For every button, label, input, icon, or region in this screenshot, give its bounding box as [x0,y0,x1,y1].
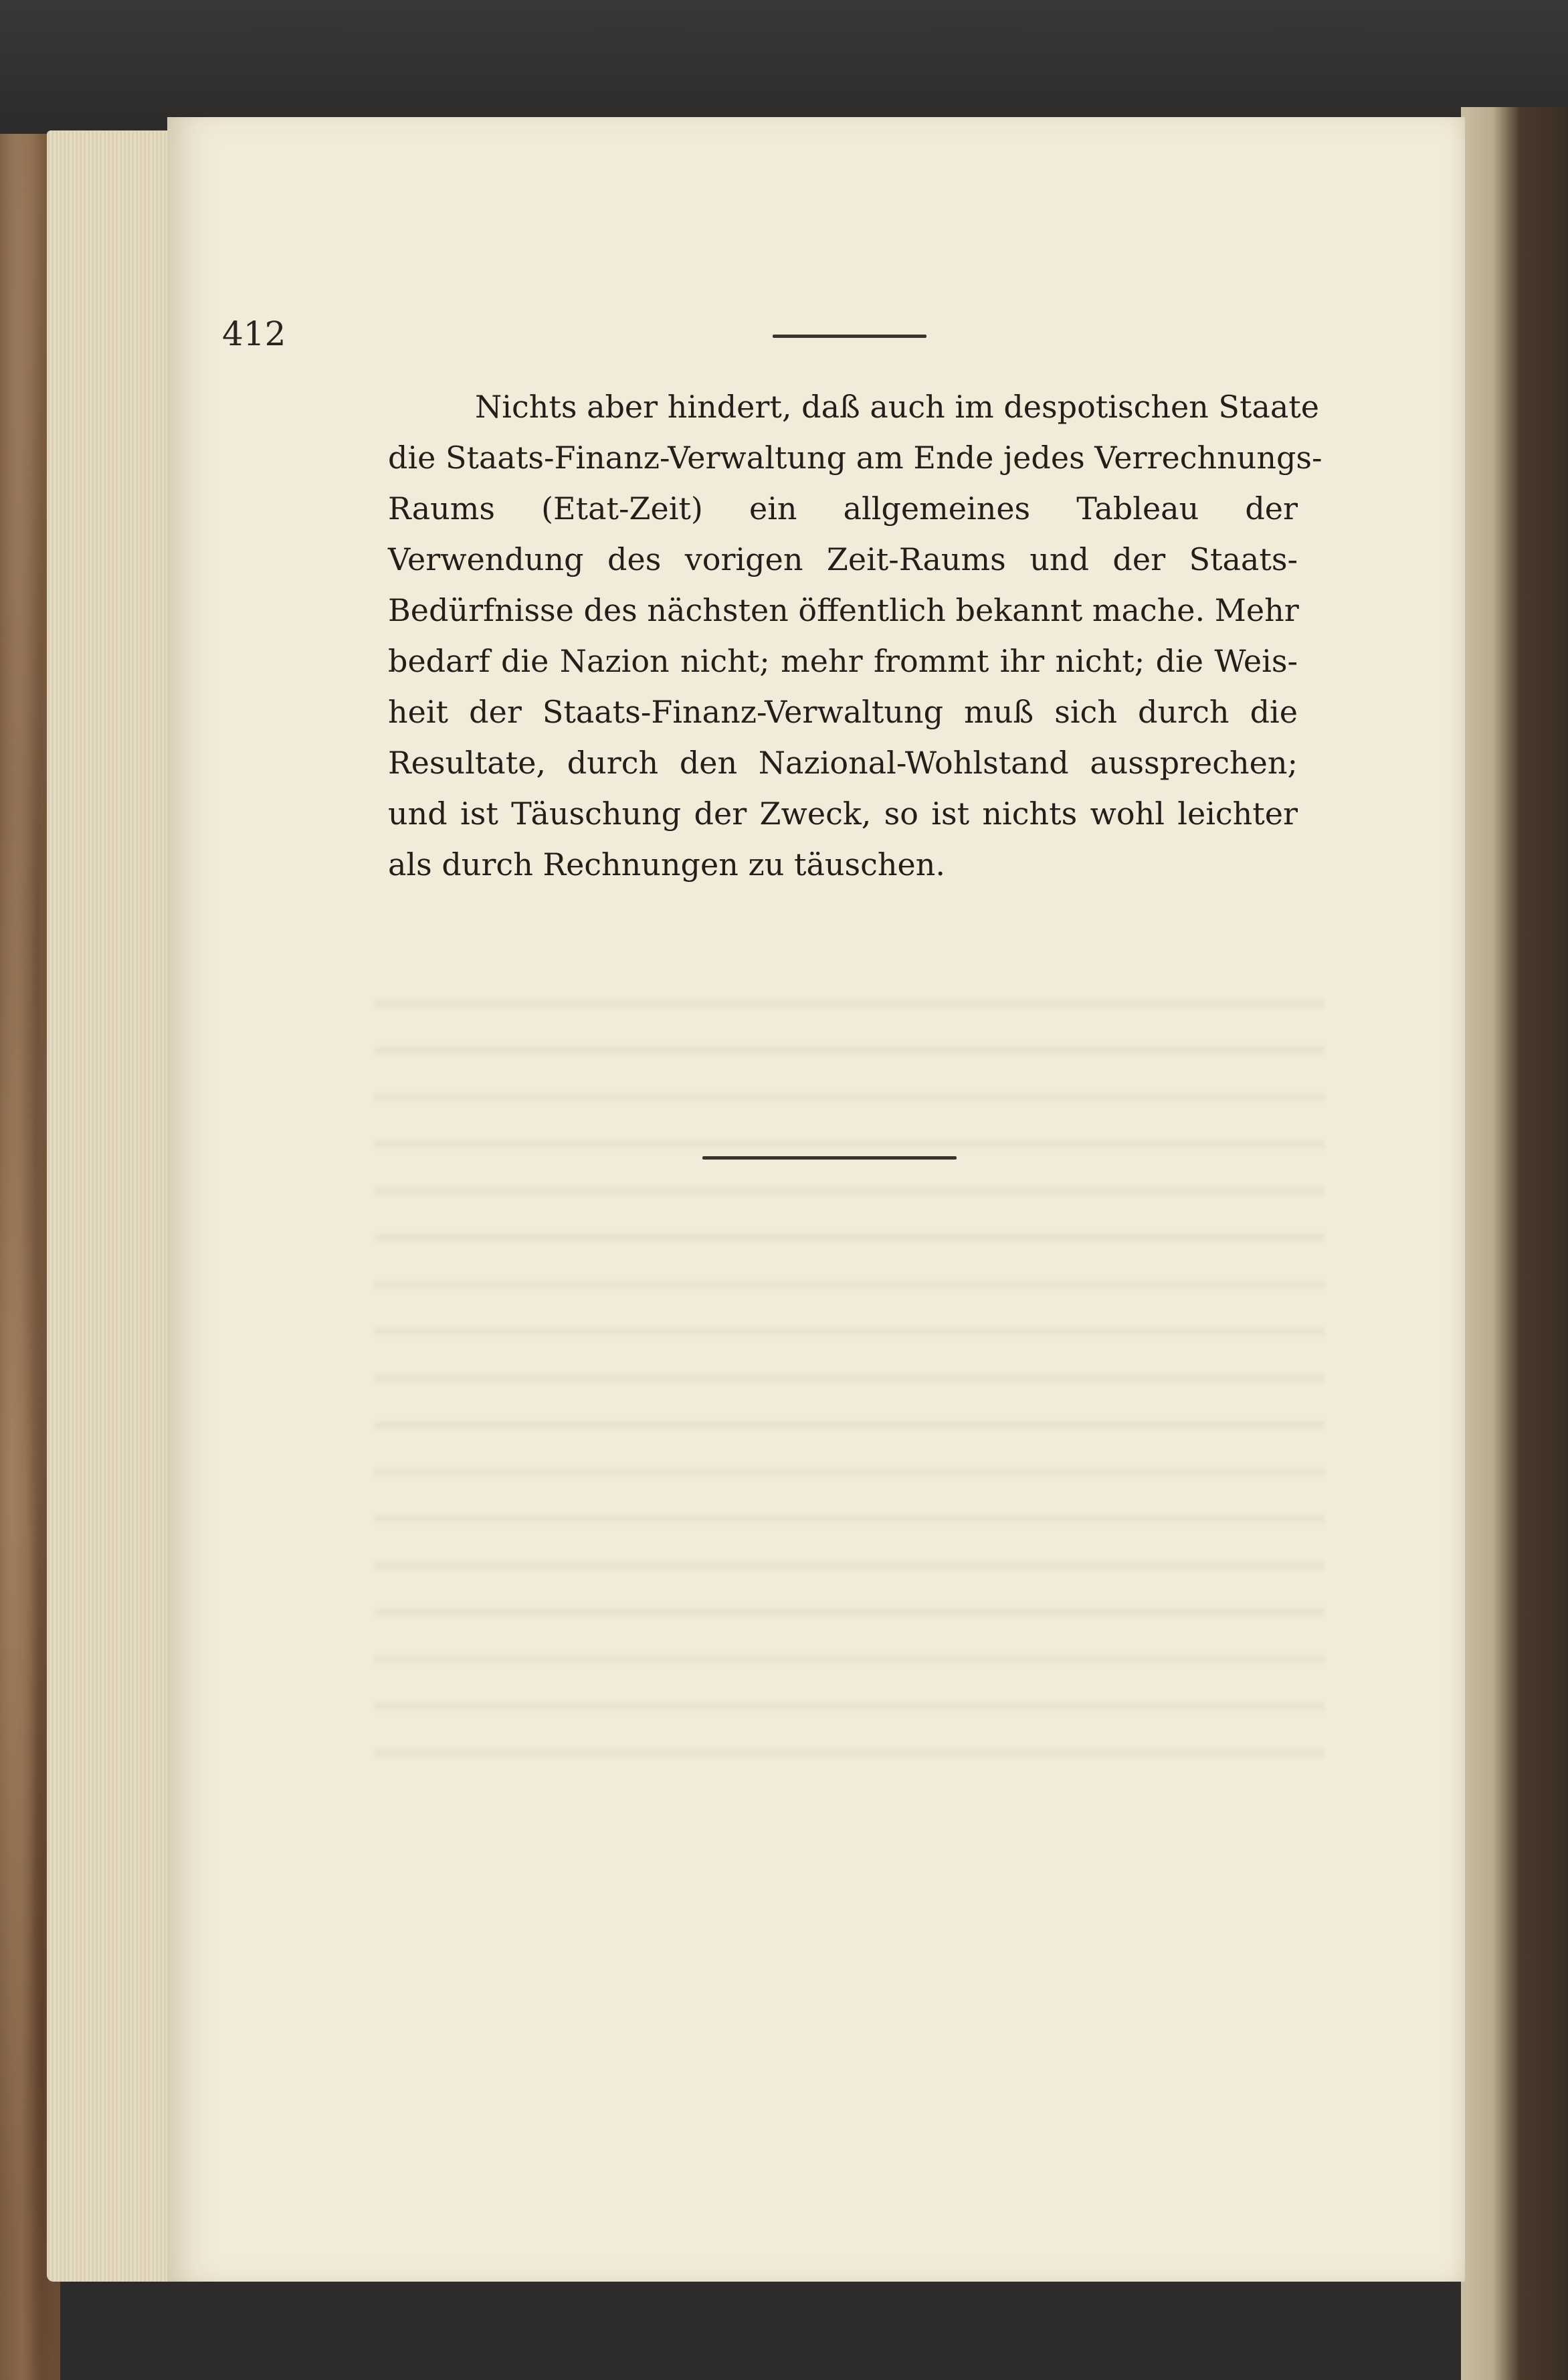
text-line: Bedürfnisse des nächsten öffentlich bekannt mache. Mehr [388,592,1299,628]
page-edges [47,130,187,2282]
text-line: die Staats-Finanz-Verwaltung am Ende jedes Verrechnungs- [388,440,1322,476]
text-line: Resultate, durch den Nazional-Wohlstand aussprechen; [388,745,1298,781]
page-number: 412 [222,314,286,353]
end-rule [702,1156,957,1160]
text-line: Raums (Etat-Zeit) ein allgemeines Tableau der [388,490,1298,527]
book-cover-right [1461,107,1568,2380]
paragraph [388,381,1322,890]
text-line: Nichts aber hindert, daß auch im despotischen Staate [475,389,1319,425]
bleed-through [375,964,1325,1793]
text-line: und ist Täuschung der Zweck, so ist nichts wohl leichter [388,796,1298,832]
text-line: bedarf die Nazion nicht; mehr frommt ihr nicht; die Weis- [388,643,1298,679]
text-line: als durch Rechnungen zu täuschen. [388,846,945,883]
header-rule [773,335,926,338]
text-line: heit der Staats-Finanz-Verwaltung muß sich durch die [388,694,1298,730]
text-line: Verwendung des vorigen Zeit-Raums und der Staats- [388,541,1298,577]
